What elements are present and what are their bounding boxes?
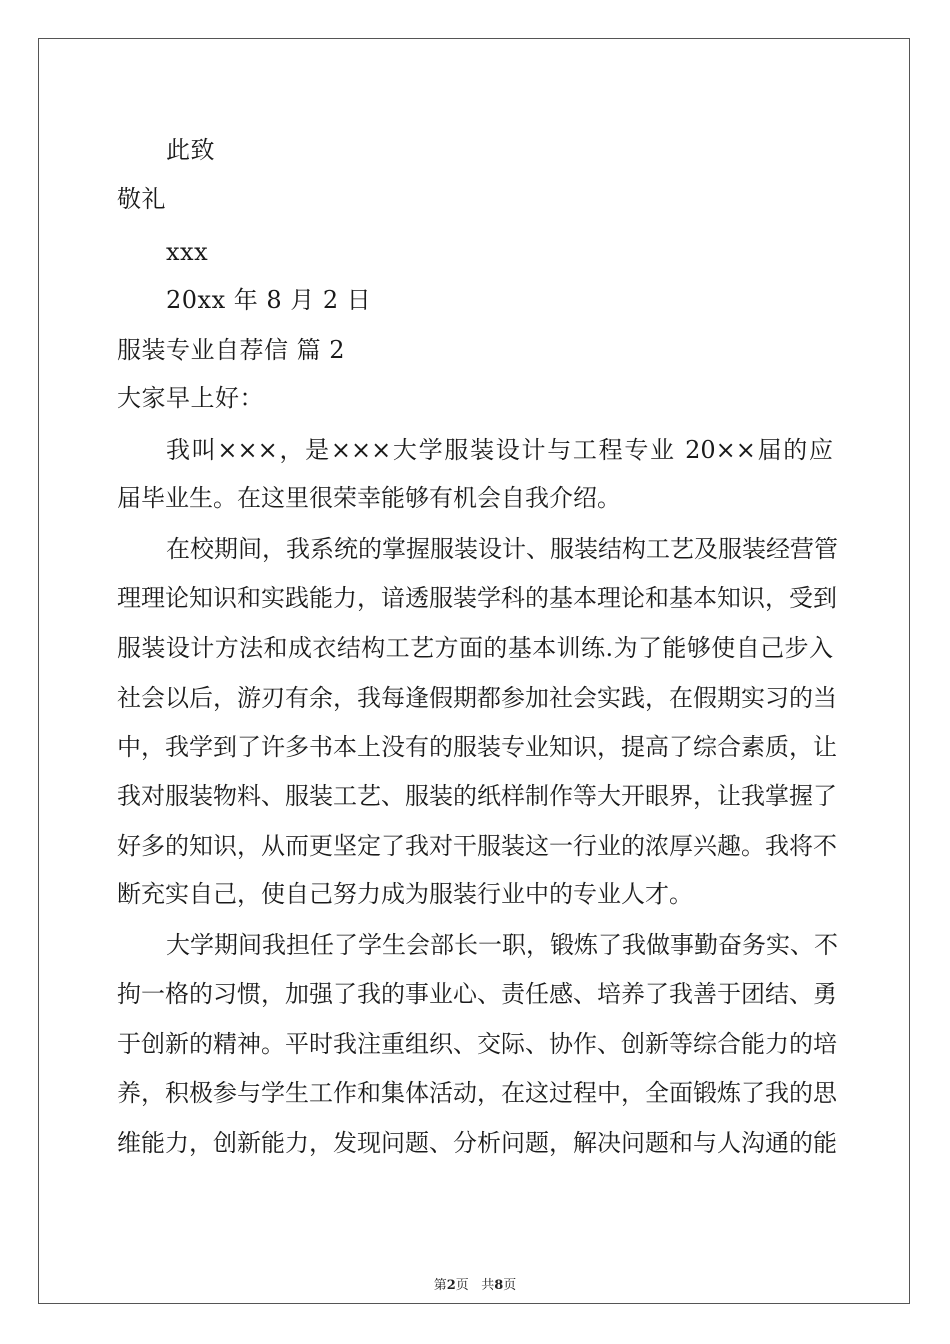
page-border (38, 38, 910, 1304)
page-prefix: 第 (433, 1278, 447, 1293)
paragraph-3-line: 拘一格的习惯，加强了我的事业心、责任感、培养了我善于团结、勇 (117, 980, 837, 1008)
paragraph-1-line: 届毕业生。在这里很荣幸能够有机会自我介绍。 (117, 484, 621, 512)
paragraph-3-line: 于创新的精神。平时我注重组织、交际、协作、创新等综合能力的培 (117, 1030, 837, 1058)
paragraph-2-line: 理理论知识和实践能力，谙透服装学科的基本理论和基本知识，受到 (117, 584, 837, 612)
paragraph-2-line: 我对服装物料、服装工艺、服装的纸样制作等大开眼界，让我掌握了 (117, 782, 837, 810)
paragraph-3-line: 维能力，创新能力，发现问题、分析问题，解决问题和与人沟通的能 (117, 1129, 837, 1157)
paragraph-2-line: 中，我学到了许多书本上没有的服装专业知识，提高了综合素质，让 (117, 733, 837, 761)
paragraph-3-line: 大学期间我担任了学生会部长一职，锻炼了我做事勤奋务实、不 (166, 931, 838, 959)
page-mid-text: 页 共 (455, 1278, 495, 1293)
section-title: 服装专业自荐信 篇 2 (117, 336, 346, 364)
greeting: 大家早上好： (117, 384, 264, 412)
salutation-line-2: 敬礼 (117, 185, 166, 213)
signer-name: xxx (166, 238, 209, 266)
page-number-footer (0, 1277, 950, 1295)
page-suffix: 页 (503, 1278, 517, 1293)
paragraph-2-line: 服装设计方法和成衣结构工艺方面的基本训练.为了能够使自己步入 (117, 634, 833, 662)
paragraph-3-line: 养，积极参与学生工作和集体活动，在这过程中，全面锻炼了我的思 (117, 1079, 837, 1107)
salutation-line-1: 此致 (166, 136, 215, 164)
paragraph-2-line: 断充实自己，使自己努力成为服装行业中的专业人才。 (117, 880, 693, 908)
paragraph-2-line: 在校期间，我系统的掌握服装设计、服装结构工艺及服装经营管 (166, 535, 838, 563)
letter-date: 20xx 年 8 月 2 日 (166, 286, 372, 314)
paragraph-1-line: 我叫×××，是×××大学服装设计与工程专业 20××届的应 (166, 436, 833, 464)
paragraph-2-line: 社会以后，游刃有余，我每逢假期都参加社会实践，在假期实习的当 (117, 684, 837, 712)
paragraph-2-line: 好多的知识，从而更坚定了我对干服装这一行业的浓厚兴趣。我将不 (117, 832, 837, 860)
current-page-number: 2 (446, 1278, 456, 1293)
total-page-number: 8 (494, 1278, 504, 1293)
